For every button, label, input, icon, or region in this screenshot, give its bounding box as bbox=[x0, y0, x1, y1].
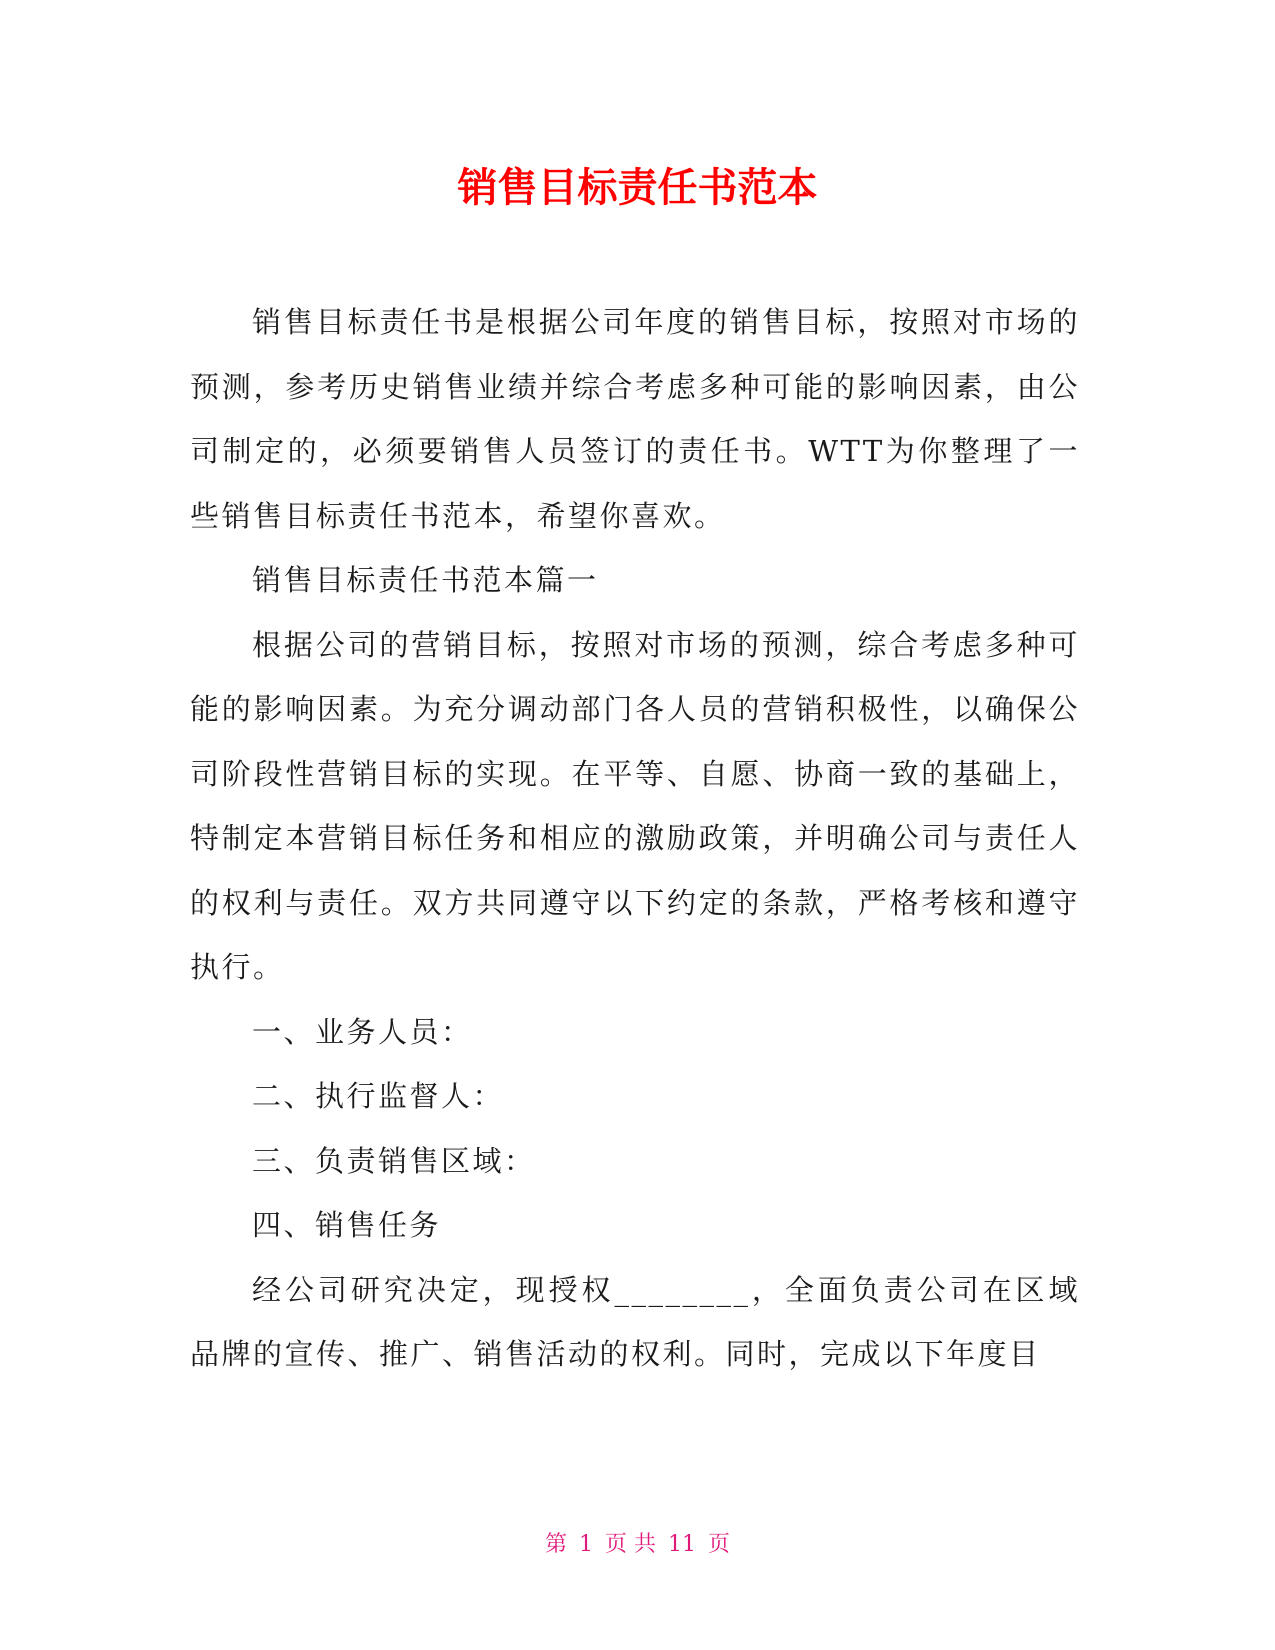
section-heading: 销售目标责任书范本篇一 bbox=[252, 563, 599, 597]
paragraph-preamble: 根据公司的营销目标，按照对市场的预测，综合考虑多种可能的影响因素。为充分调动部门各人员的营销积极性，以确保公司阶段性营销目标的实现。在平等、自愿、协商一致的基础上，特制定本营销目标任务和相应的激励政策，并明确公司与责任人的权利与责任。双方共同遵守以下约定的条款，严格考核和遵守执行。 bbox=[190, 627, 1080, 984]
footer-current-page: 1 bbox=[579, 1532, 593, 1557]
footer-prefix: 第 bbox=[544, 1532, 567, 1557]
clause-sales-region: 三、负责销售区域： bbox=[252, 1143, 536, 1178]
footer-total-pages: 11 bbox=[668, 1532, 696, 1557]
paragraph-authorization: 经公司研究决定，现授权________，全面负责公司在区域品牌的宣传、推广、销售活动的权利。同时，完成以下年度目 bbox=[190, 1272, 1080, 1371]
footer-middle: 页 共 bbox=[605, 1532, 656, 1557]
clause-salesperson: 一、业务人员： bbox=[252, 1014, 473, 1049]
clause-sales-task: 四、销售任务 bbox=[252, 1208, 442, 1242]
footer-suffix: 页 bbox=[708, 1532, 731, 1557]
paragraph-intro: 销售目标责任书是根据公司年度的销售目标，按照对市场的预测，参考历史销售业绩并综合考虑多种可能的影响因素，由公司制定的，必须要销售人员签订的责任书。WTT为你整理了一些销售目标责任书范本，希望你喜欢。 bbox=[190, 305, 1080, 533]
clause-supervisor: 二、执行监督人： bbox=[252, 1079, 505, 1113]
document-body bbox=[190, 290, 1080, 1387]
document-title: 销售目标责任书范本 bbox=[457, 165, 818, 211]
page-number-footer bbox=[0, 1530, 1275, 1560]
